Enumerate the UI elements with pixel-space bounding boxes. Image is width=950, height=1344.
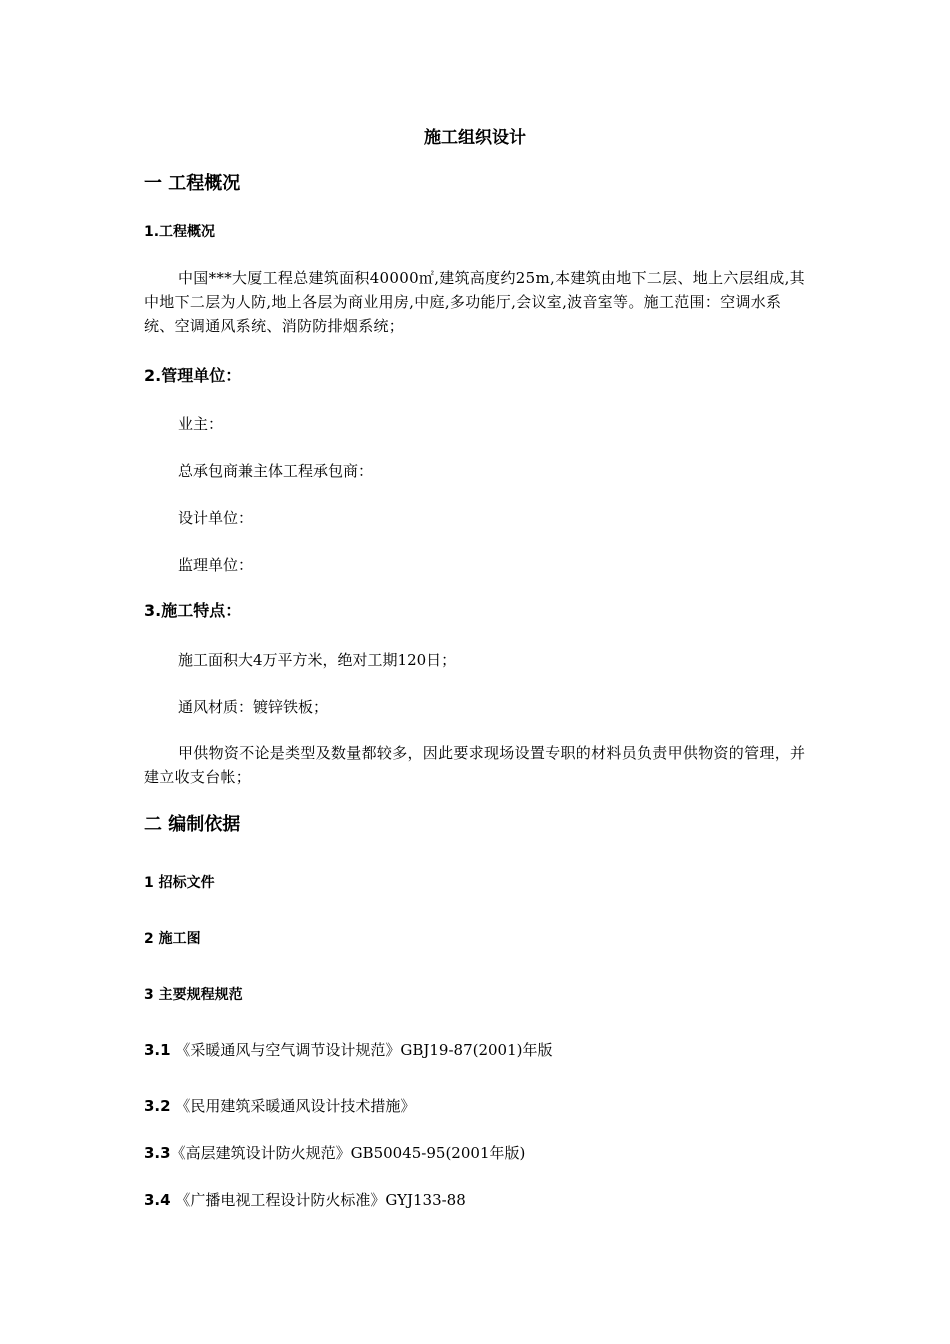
overview-paragraph: 中国***大厦工程总建筑面积40000㎡,建筑高度约25m,本建筑由地下二层、地上六层组成,其中地下二层为人防,地上各层为商业用房,中庭,多功能厅,会议室,波音室等。施工范围：空调水系统、空调通风系统、消防防排烟系统； <box>144 269 805 335</box>
section-heading-overview: 一 工程概况 <box>144 173 241 194</box>
management-item-owner: 业主： <box>178 415 224 433</box>
management-item-supervisor: 监理单位： <box>178 556 254 574</box>
management-item-contractor: 总承包商兼主体工程承包商： <box>178 462 374 480</box>
section-heading-basis: 二 编制依据 <box>144 814 241 835</box>
reference-item <box>144 1096 415 1116</box>
reference-item <box>144 1040 553 1060</box>
reference-item <box>144 1143 525 1163</box>
reference-item <box>144 1190 466 1210</box>
reference-number: 3.3 <box>144 1144 171 1162</box>
reference-number: 3.4 <box>144 1191 171 1209</box>
reference-text: 《广播电视工程设计防火标准》GYJ133-88 <box>170 1191 466 1209</box>
reference-text: 《高层建筑设计防火规范》GB50045-95(2001年版) <box>170 1144 526 1162</box>
subsection-heading-overview: 1.工程概况 <box>144 224 216 240</box>
basis-item-drawings: 2 施工图 <box>144 931 201 947</box>
reference-number: 3.1 <box>144 1041 171 1059</box>
subsection-heading-management: 2.管理单位： <box>144 366 242 385</box>
feature-item-area: 施工面积大4万平方米，绝对工期120日； <box>178 651 457 669</box>
features-paragraph: 甲供物资不论是类型及数量都较多，因此要求现场设置专职的材料员负责甲供物资的管理，并建立收支台帐； <box>144 744 806 786</box>
document-title: 施工组织设计 <box>424 128 526 148</box>
basis-item-tender: 1 招标文件 <box>144 875 215 891</box>
reference-number: 3.2 <box>144 1097 171 1115</box>
reference-text: 《民用建筑采暖通风设计技术措施》 <box>170 1097 416 1115</box>
subsection-heading-features: 3.施工特点： <box>144 601 242 620</box>
management-item-designer: 设计单位： <box>178 509 254 527</box>
reference-text: 《采暖通风与空气调节设计规范》GBJ19-87(2001)年版 <box>170 1041 553 1059</box>
feature-item-material: 通风材质：镀锌铁板； <box>178 698 329 716</box>
basis-item-standards: 3 主要规程规范 <box>144 987 243 1003</box>
